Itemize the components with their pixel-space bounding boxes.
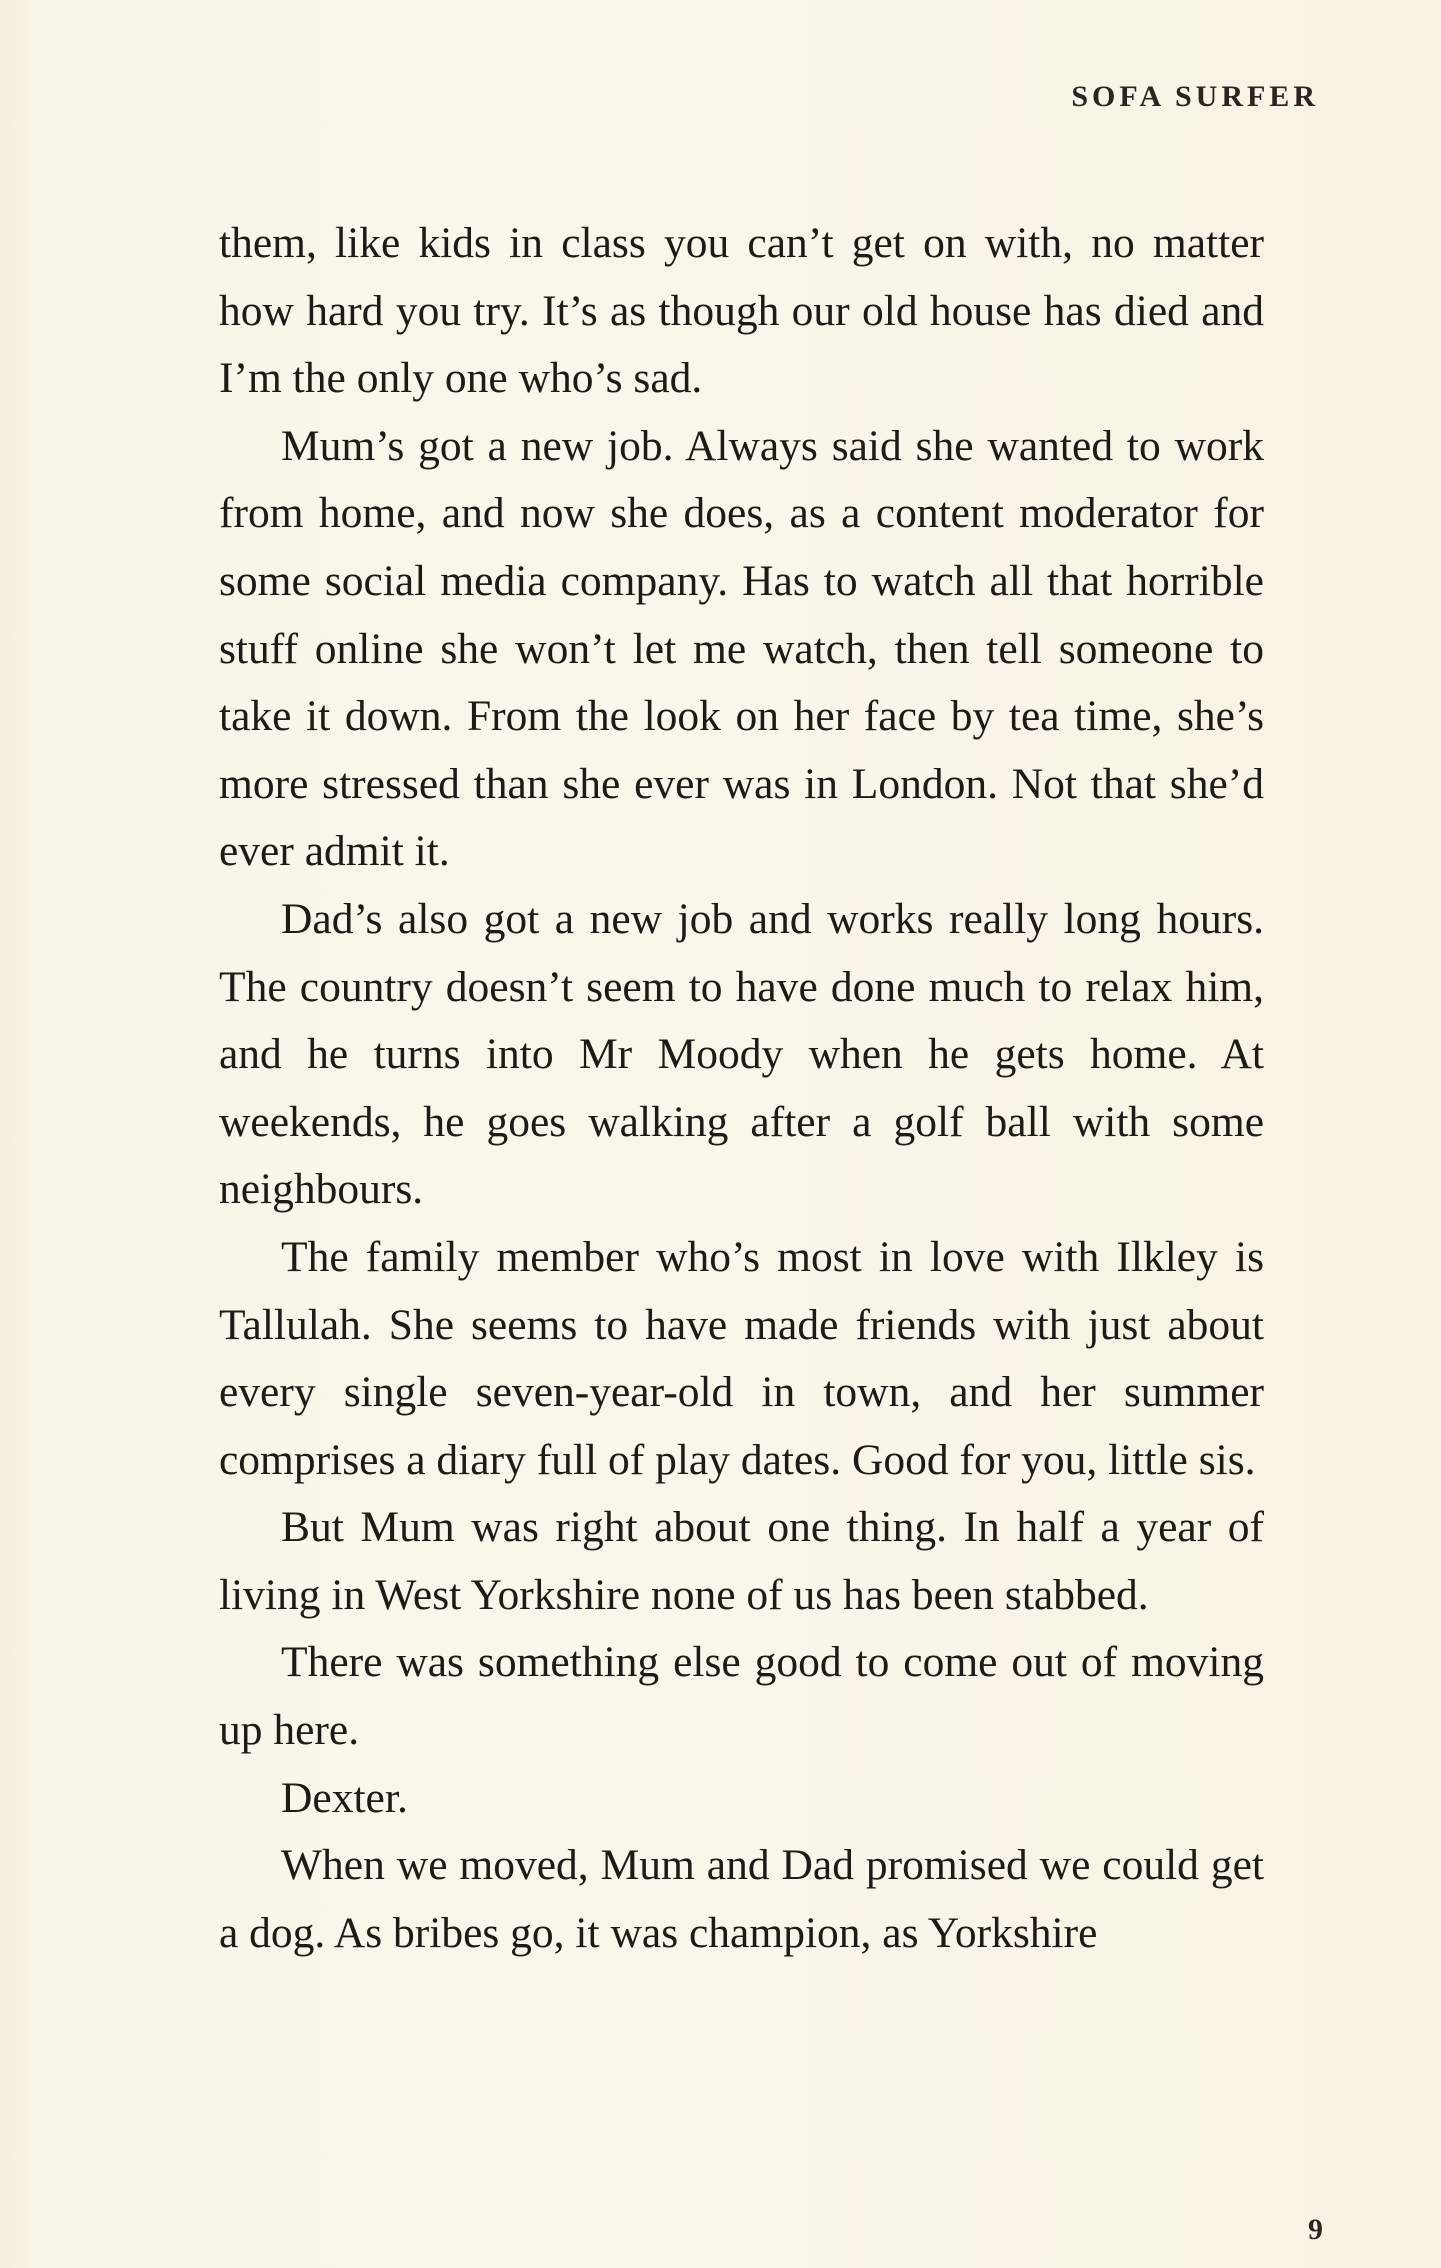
paragraph: But Mum was right about one thing. In half a year of living in West Yorkshire none of us has been stabbed. (219, 1503, 1264, 1619)
body-text (219, 210, 1264, 1967)
paragraph: When we moved, Mum and Dad promised we could get a dog. As bribes go, it was champion, as Yorkshire (219, 1841, 1264, 1957)
running-head: SOFA SURFER (1071, 80, 1319, 113)
paragraph: Mum’s got a new job. Always said she wanted to work from home, and now she does, as a content moderator for some social media company. Has to watch all that horrible stuff online she won’t let me watch, then tell someone to take it down. From the look on her face by tea time, she’s more stressed than she ever was in London. Not that she’d ever admit it. (219, 421, 1264, 876)
page-number: 9 (1308, 2213, 1323, 2246)
paragraph: Dad’s also got a new job and works really long hours. The country doesn’t seem to have done much to relax him, and he turns into Mr Moody when he gets home. At weekends, he goes walking after a golf ball with some neighbours. (219, 894, 1264, 1214)
paragraph: them, like kids in class you can’t get on with, no matter how hard you try. It’s as though our old house has died and I’m the only one who’s sad. (219, 219, 1264, 403)
paragraph: There was something else good to come out of moving up here. (219, 1638, 1264, 1755)
paragraph: The family member who’s most in love with Ilkley is Tallulah. She seems to have made friends with just about every single seven-year-old in town, and her summer comprises a diary full of play dates. Good for you, little sis. (219, 1232, 1264, 1484)
paragraph: Dexter. (281, 1773, 408, 1822)
